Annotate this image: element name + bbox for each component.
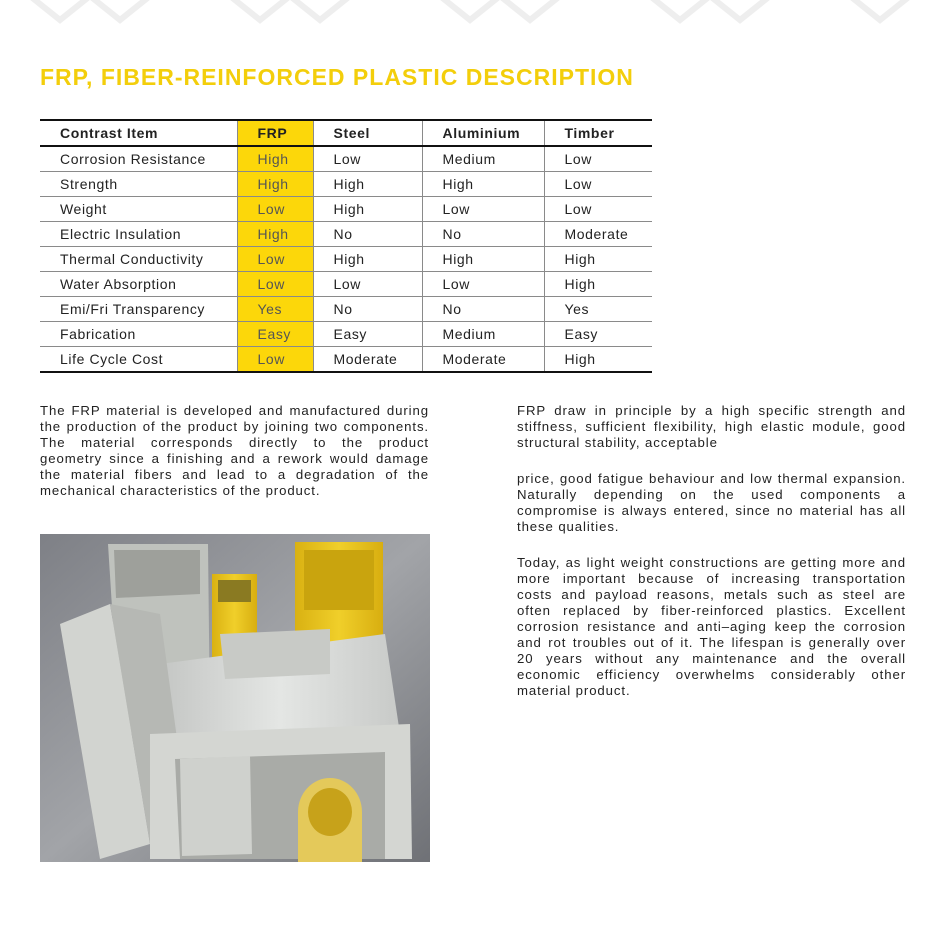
paragraph-frp-material: The FRP material is developed and manufactured during the production of the product by joining two components. The material corresponds directly to the product geometry since a finishing and a rework would damage the material fibers and lead to a degradation of the mechanical characteristics of the product. [40, 403, 429, 498]
table-cell: No [313, 222, 422, 247]
table-cell: Low [237, 272, 313, 297]
header-aluminium: Aluminium [422, 120, 544, 146]
table-cell: Emi/Fri Transparency [40, 297, 237, 322]
table-cell: Low [313, 146, 422, 172]
table-row [40, 172, 652, 197]
material-contrast-table [40, 119, 652, 373]
decorative-top-band [0, 0, 950, 24]
table-cell: High [422, 247, 544, 272]
header-contrast-item: Contrast Item [40, 120, 237, 146]
table-cell: High [544, 347, 652, 373]
table-cell: Thermal Conductivity [40, 247, 237, 272]
table-cell: Electric Insulation [40, 222, 237, 247]
table-cell: Medium [422, 322, 544, 347]
table-cell: Low [313, 272, 422, 297]
table-cell: Low [544, 172, 652, 197]
table-cell: Moderate [544, 222, 652, 247]
table-cell: Weight [40, 197, 237, 222]
table-cell: High [422, 172, 544, 197]
header-steel: Steel [313, 120, 422, 146]
header-timber: Timber [544, 120, 652, 146]
table-cell: Medium [422, 146, 544, 172]
table-cell: High [544, 247, 652, 272]
table-cell: Easy [237, 322, 313, 347]
table-cell: No [422, 222, 544, 247]
table-cell: Water Absorption [40, 272, 237, 297]
paragraph-frp-lightweight: Today, as light weight constructions are getting more and more important because of increasing transportation costs and payload reasons, metals such as steel are often replaced by fiber-reinforced plastics. Excellent corrosion resistance and anti–aging keep the corrosion and rot troubles out of it. The lifespan is generally over 20 years without any maintenance and the overall economic efficiency overwhelms considerably other material product. [517, 555, 906, 698]
table-cell: Low [422, 272, 544, 297]
table-row [40, 297, 652, 322]
table-header-row [40, 120, 652, 146]
table-cell: Yes [544, 297, 652, 322]
table-row [40, 322, 652, 347]
table-cell: Low [237, 247, 313, 272]
table-cell: High [313, 172, 422, 197]
table-cell: Low [237, 347, 313, 373]
table-row [40, 197, 652, 222]
table-cell: Yes [237, 297, 313, 322]
table-cell: High [313, 197, 422, 222]
table-cell: Corrosion Resistance [40, 146, 237, 172]
table-cell: Easy [544, 322, 652, 347]
table-cell: Low [544, 146, 652, 172]
table-row [40, 247, 652, 272]
paragraph-frp-properties: FRP draw in principle by a high specific strength and stiffness, sufficient flexibility, high elastic module, good structural stability, acceptable [517, 403, 906, 450]
table-cell: Low [237, 197, 313, 222]
page-title: FRP, FIBER-REINFORCED PLASTIC DESCRIPTION [40, 64, 634, 90]
table-cell: High [237, 222, 313, 247]
table-cell: High [313, 247, 422, 272]
table-cell: No [422, 297, 544, 322]
header-frp: FRP [237, 120, 313, 146]
table-row [40, 146, 652, 172]
table-row [40, 347, 652, 373]
table-cell: Strength [40, 172, 237, 197]
table-cell: Moderate [422, 347, 544, 373]
table-cell: Easy [313, 322, 422, 347]
table-cell: Low [422, 197, 544, 222]
table-cell: Life Cycle Cost [40, 347, 237, 373]
table-row [40, 272, 652, 297]
table-cell: Moderate [313, 347, 422, 373]
table-cell: Fabrication [40, 322, 237, 347]
table-cell: High [544, 272, 652, 297]
table-cell: High [237, 172, 313, 197]
frp-profiles-photo [40, 534, 430, 862]
table-cell: No [313, 297, 422, 322]
paragraph-frp-price: price, good fatigue behaviour and low thermal expansion. Naturally depending on the used components a compromise is always entered, since no material has all these qualities. [517, 471, 906, 534]
table-cell: Low [544, 197, 652, 222]
table-cell: High [237, 146, 313, 172]
table-row [40, 222, 652, 247]
